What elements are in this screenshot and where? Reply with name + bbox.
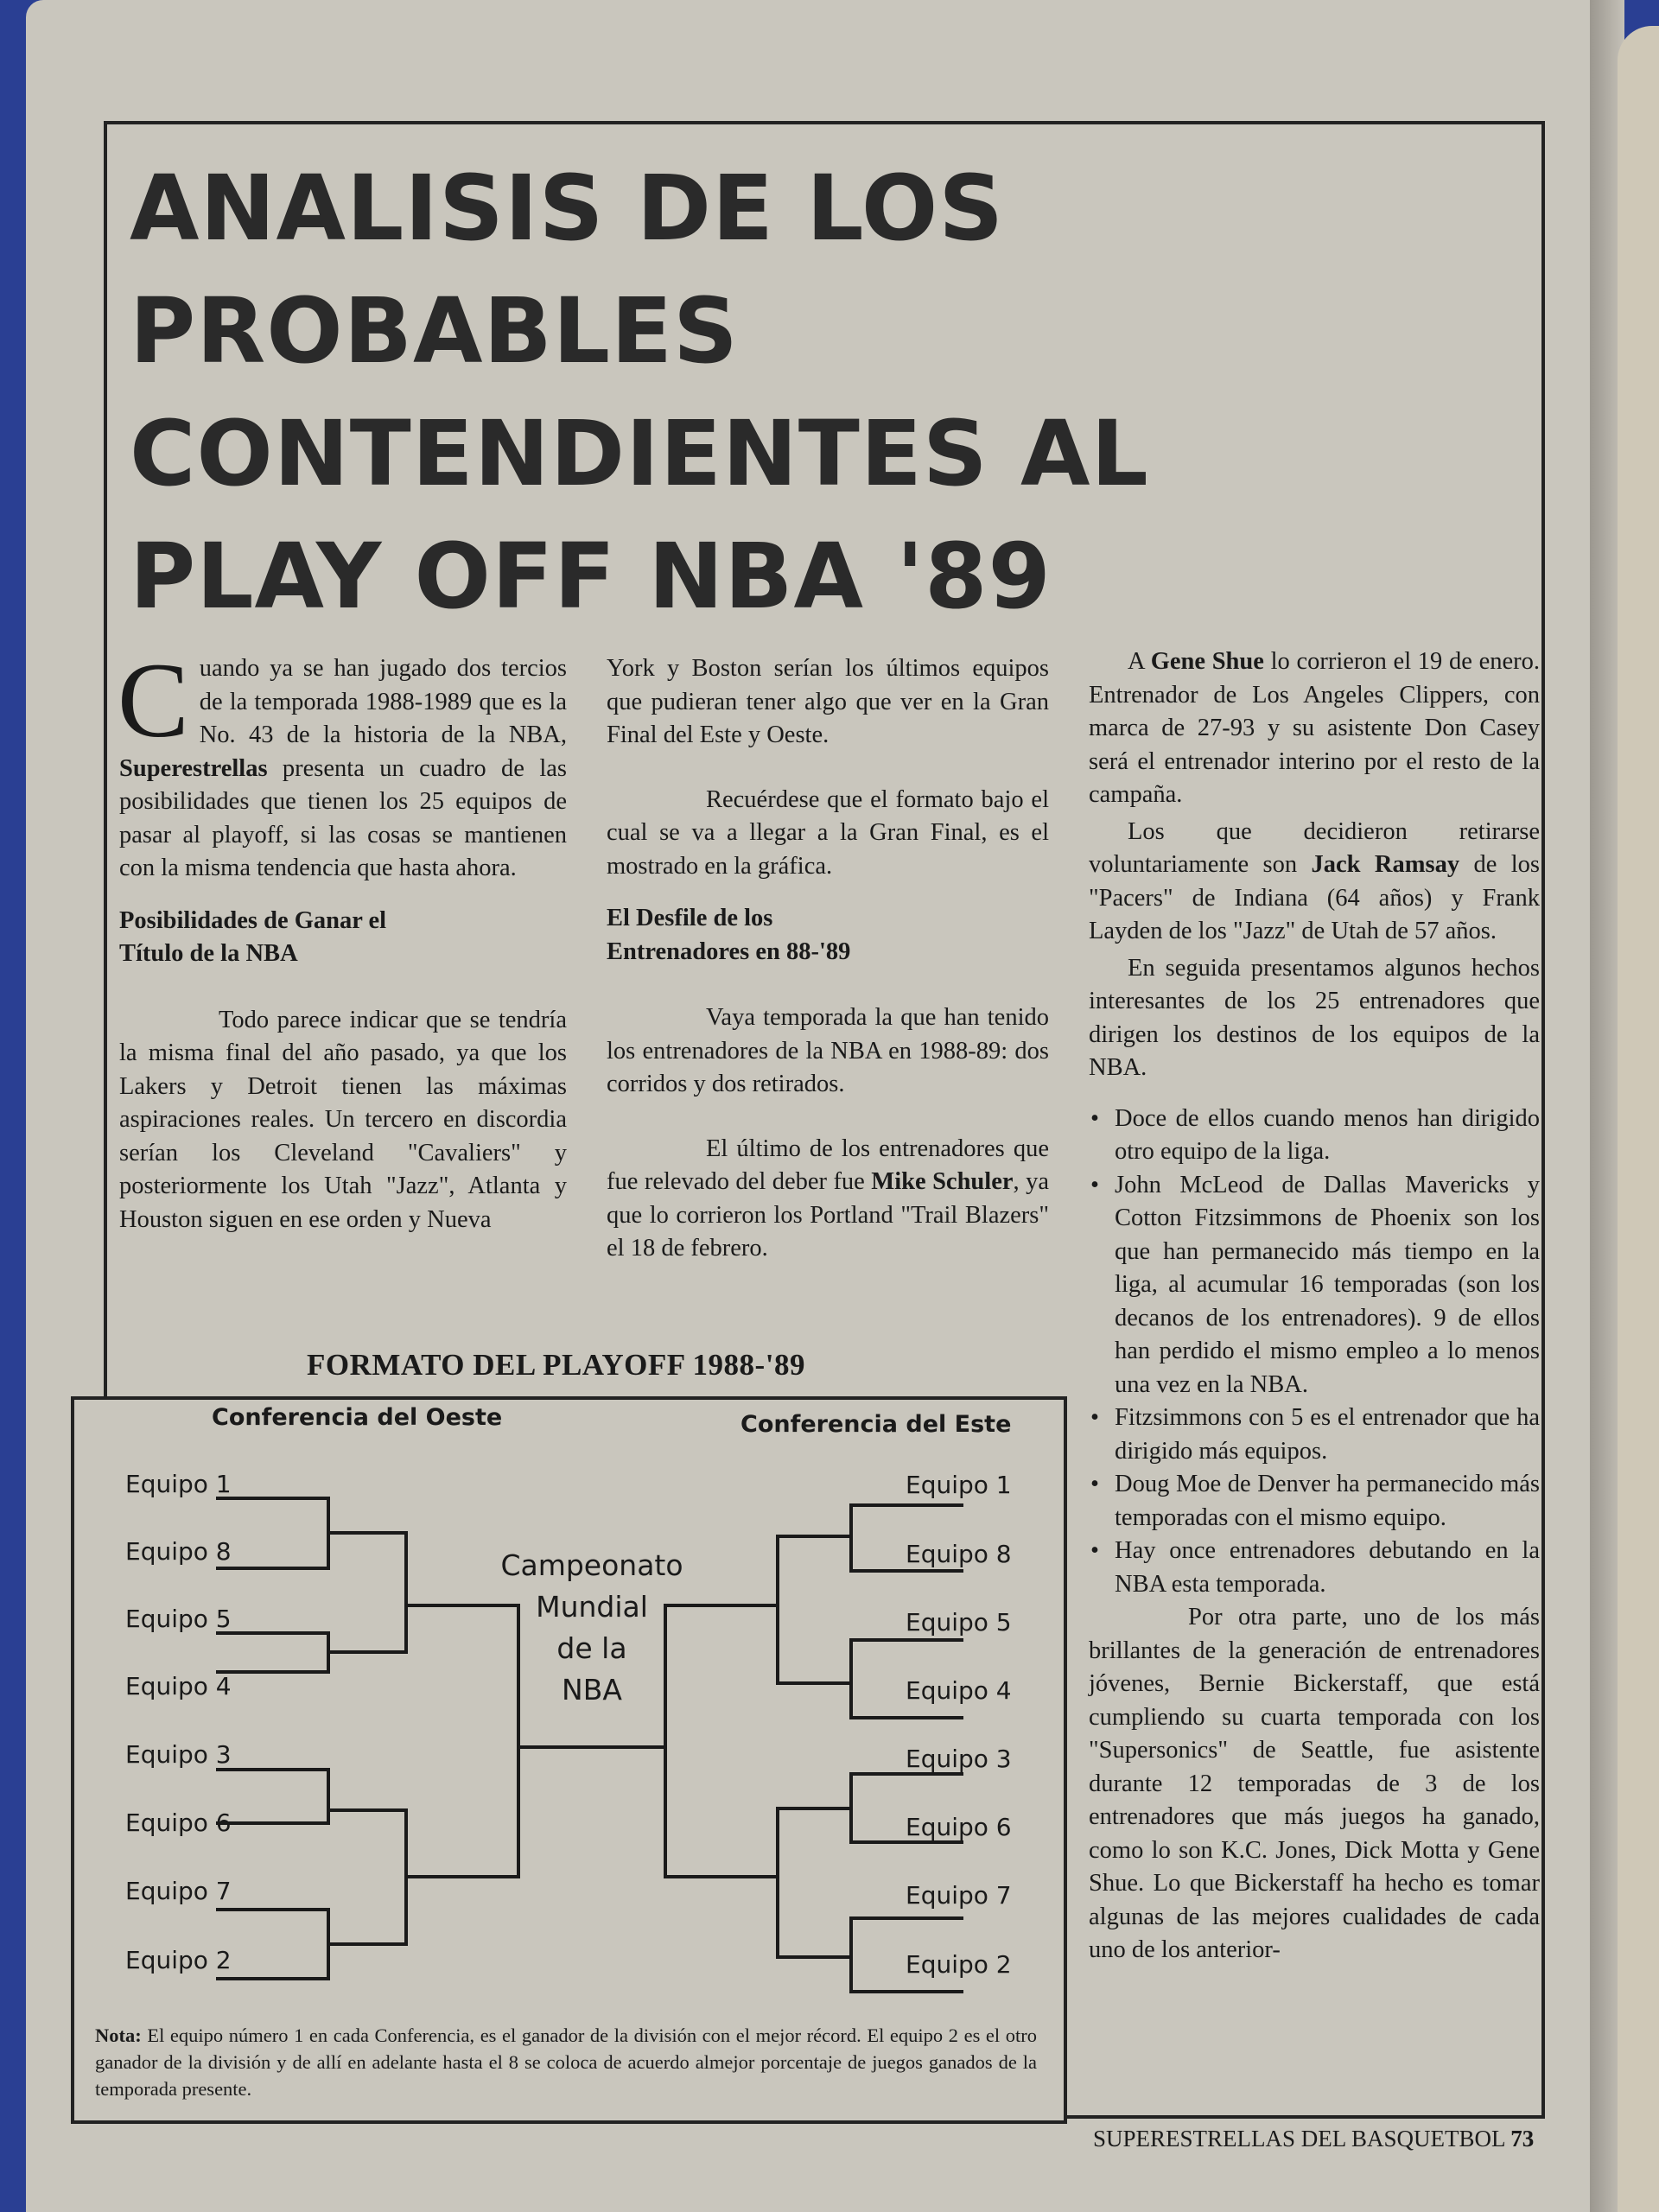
center-line: NBA — [562, 1673, 622, 1707]
title-line: PLAY OFF NBA '89 — [130, 524, 1052, 629]
paragraph: En seguida presentamos algunos hechos interesantes de los 25 entrenadores que dirigen los destinos de los equipos de la NBA. — [1089, 954, 1540, 1081]
east-team-seed: Equipo 4 — [906, 1676, 1012, 1705]
magazine-name: Superestrellas — [119, 754, 268, 782]
drop-cap: C — [118, 641, 189, 760]
list-item: • John McLeod de Dallas Mavericks y Cotton Fitzsimmons de Phoenix son los que han permanecido más tiempo en la liga, al acumular 16 temporadas (son los decanos de los entrenadores). 9 de ellos han perdido el mismo empleo a lo menos una vez en la NBA. — [1089, 1169, 1540, 1402]
text: A — [1128, 648, 1151, 675]
paragraph: York y Boston serían los últimos equipos que pudieran tener algo que ver en la Gran Final del Este y Oeste. — [607, 655, 1049, 748]
east-team-seed: Equipo 5 — [906, 1608, 1012, 1637]
paragraph: Recuérdese que el formato bajo el cual se va a llegar a la Gran Final, es el mostrado en la gráfica. — [607, 785, 1049, 880]
paragraph: Vaya temporada la que han tenido los entrenadores de la NBA en 1988-89: dos corridos y dos retirados. — [607, 1004, 1049, 1097]
bracket-line-west-r1 — [216, 1633, 328, 1672]
note-text: El equipo número 1 en cada Conferencia, es el ganador de la división con el mejor récord. El equipo 2 es el otro ganador de la división y de allí en adelante hasta el 8 se coloca de acuerdo almejor porcentaje de juegos ganados de la temporada presente. — [95, 2024, 1037, 2100]
paragraph: Todo parece indicar que se tendría la misma final del año pasado, ya que los Lakers y Detroit tienen las máximas aspiraciones reales. Un tercero en discordia serían los Cleveland "Cavaliers" y posteriormente los Utah "Jazz", Atlanta y Houston siguen en ese orden y Nueva — [119, 1006, 567, 1233]
east-team-seed: Equipo 3 — [906, 1745, 1012, 1773]
list-item: • Doce de ellos cuando menos han dirigido otro equipo de la liga. — [1089, 1103, 1540, 1169]
coach-name: Gene Shue — [1150, 648, 1264, 675]
east-team-seed: Equipo 1 — [906, 1471, 1012, 1499]
west-team-seed: Equipo 1 — [125, 1470, 232, 1498]
west-team-seed: Equipo 6 — [125, 1808, 232, 1837]
west-team-seed: Equipo 5 — [125, 1605, 232, 1633]
bracket-line-west-r1 — [216, 1770, 328, 1823]
east-team-seed: Equipo 2 — [906, 1950, 1012, 1979]
west-team-seed: Equipo 4 — [125, 1672, 232, 1700]
text: de los "Pacers" de Indiana (64 años) y Frank Layden de los "Jazz" de Utah de 57 años. — [1089, 851, 1540, 944]
note-label: Nota: — [95, 2024, 142, 2046]
page-footer — [1093, 2126, 1534, 2152]
east-team-seed: Equipo 7 — [906, 1881, 1012, 1910]
west-conference-label: Conferencia del Oeste — [212, 1404, 503, 1431]
text: Posibilidades de Ganar el — [119, 906, 387, 934]
text: uando ya se han jugado dos tercios de la temporada 1988-1989 que es la No. 43 de la historia de la NBA, — [199, 655, 567, 748]
text: El último de los entrenadores que fue relevado del deber fue — [607, 1135, 1049, 1195]
center-line: Campeonato — [500, 1548, 683, 1582]
list-item: • Fitzsimmons con 5 es el entrenador que ha dirigido más equipos. — [1089, 1402, 1540, 1468]
bracket-line-east-r2 — [778, 1808, 851, 1957]
title-line: CONTENDIENTES AL — [130, 401, 1149, 506]
bracket-note — [95, 2022, 1037, 2102]
text: lo corrieron el 19 de enero. Entrenador de Los Angeles Clippers, con marca de 27-93 y su asistente Don Casey será el entrenador interino por el resto de la campaña. — [1089, 648, 1540, 808]
playoff-chart-title: FORMATO DEL PLAYOFF 1988-'89 — [307, 1348, 805, 1382]
center-line: de la — [556, 1631, 627, 1665]
text: presenta un cuadro de las posibilidades que tienen los 25 equipos de pasar al playoff, si las cosas se mantienen con la misma tendencia que hasta ahora. — [119, 754, 567, 881]
west-team-seed: Equipo 7 — [125, 1877, 232, 1905]
list-item: • Hay once entrenadores debutando en la NBA esta temporada. — [1089, 1535, 1540, 1601]
text: , ya que lo corrieron los Portland "Trail Blazers" el 18 de febrero. — [607, 1168, 1049, 1262]
bracket-line-east-r2 — [778, 1536, 851, 1683]
bracket-line-west-r2 — [328, 1810, 406, 1944]
bracket-line-west-r2 — [328, 1533, 406, 1652]
west-team-seed: Equipo 2 — [125, 1946, 232, 1974]
east-team-seed: Equipo 8 — [906, 1540, 1012, 1568]
center-line: Mundial — [536, 1590, 648, 1624]
bracket-line-west-r1 — [216, 1910, 328, 1979]
title-line: ANALISIS DE LOS — [130, 156, 1005, 261]
text: Título de la NBA — [119, 940, 298, 967]
text: El Desfile de los — [607, 905, 773, 931]
text: Los que decidieron retirarse voluntariamente son — [1089, 817, 1540, 878]
page-number: 73 — [1510, 2126, 1535, 2152]
west-team-seed: Equipo 3 — [125, 1740, 232, 1769]
coach-name: Mike Schuler — [871, 1168, 1014, 1195]
championship-label — [480, 1545, 704, 1711]
west-team-seed: Equipo 8 — [125, 1537, 232, 1566]
text: Entrenadores en 88-'89 — [607, 938, 851, 965]
east-conference-label: Conferencia del Este — [741, 1411, 1012, 1438]
title-line: PROBABLES — [130, 278, 739, 384]
east-team-seed: Equipo 6 — [906, 1813, 1012, 1841]
paragraph: Por otra parte, uno de los más brillantes de la generación de entrenadores jóvenes, Bernie Bickerstaff, que está cumpliendo su cuarta temporada con los "Supersonics" de Seattle, fue asistente durante 12 temporadas de 3 de los entrenadores que más juegos ha ganado, como lo son K.C. Jones, Dick Motta y Gene Shue. Lo que Bickerstaff ha hecho es tomar algunas de las mejores cualidades de cada uno de los anterior- — [1089, 1604, 1540, 1963]
coach-name: Jack Ramsay — [1311, 851, 1460, 878]
publication-name: SUPERESTRELLAS DEL BASQUETBOL — [1093, 2126, 1505, 2152]
list-item: • Doug Moe de Denver ha permanecido más temporadas con el mismo equipo. — [1089, 1468, 1540, 1535]
bracket-line-west-r1 — [216, 1498, 328, 1568]
